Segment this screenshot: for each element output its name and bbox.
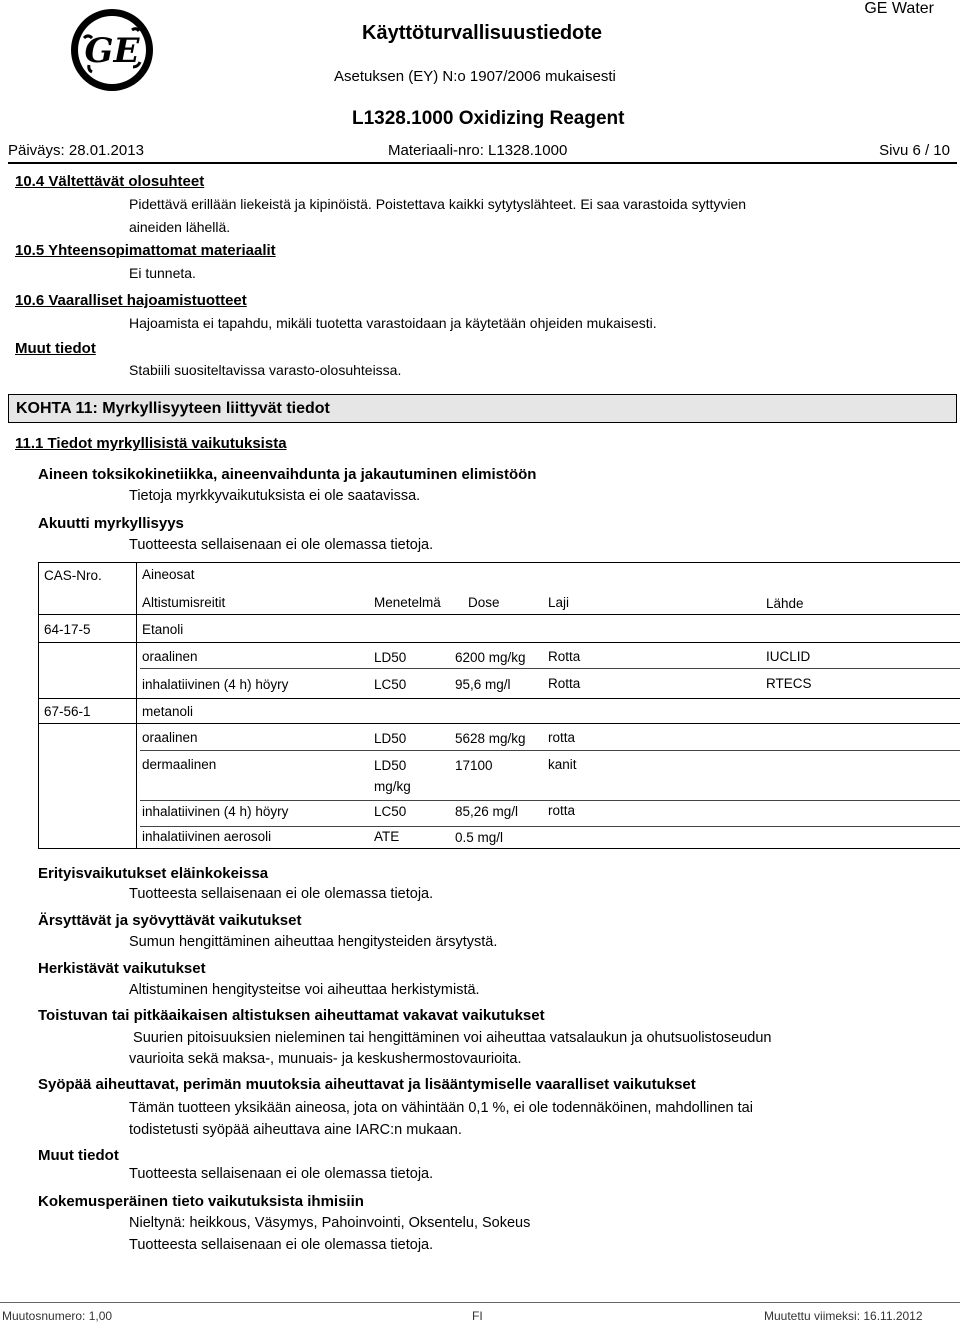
method-cell: LD50: [374, 731, 407, 746]
material-number: Materiaali-nro: L1328.1000: [388, 142, 568, 159]
substance-name: metanoli: [142, 704, 194, 719]
dose-cell: 95,6 mg/l: [455, 677, 511, 692]
text-toxicokinetics: Tietoja myrkkyvaikutuksista ei ole saatavissa.: [129, 488, 421, 504]
route-cell: inhalatiivinen (4 h) höyry: [142, 804, 289, 819]
species-cell: kanit: [548, 757, 577, 772]
dose-cell: 0.5 mg/l: [455, 830, 504, 845]
company-name: GE Water: [864, 0, 934, 17]
dose-cell: 85,26 mg/l: [455, 804, 519, 819]
ge-monogram-icon: [70, 8, 154, 92]
heading-10-5: 10.5 Yhteensopimattomat materiaalit: [15, 242, 276, 259]
ge-logo: [70, 8, 154, 92]
text-sensitisation: Altistuminen hengitysteitse voi aiheuttaa herkistymistä.: [129, 982, 480, 998]
text-other-info-11: Tuotteesta sellaisenaan ei ole olemassa tietoja.: [129, 1166, 434, 1182]
route-cell: inhalatiivinen aerosoli: [142, 829, 272, 844]
text-10-6: Hajoamista ei tapahdu, mikäli tuotetta varastoidaan ja käytetään ohjeiden mukaisesti.: [129, 315, 657, 331]
logo-letters: GE: [84, 31, 140, 71]
heading-toxicokinetics: Aineen toksikokinetiikka, aineenvaihdunta ja jakautuminen elimistöön: [38, 466, 537, 483]
footer-revision: Muutosnumero: 1,00: [2, 1309, 113, 1323]
product-name: L1328.1000 Oxidizing Reagent: [352, 108, 625, 129]
footer-rule: [0, 1302, 960, 1303]
heading-11-1: 11.1 Tiedot myrkyllisistä vaikutuksista: [15, 435, 287, 452]
substance-cas: 64-17-5: [44, 622, 91, 637]
footer-language: FI: [472, 1309, 483, 1323]
text-irritation: Sumun hengittäminen aiheuttaa hengitysteiden ärsytystä.: [129, 934, 498, 950]
heading-repeated-exposure: Toistuvan tai pitkäaikaisen altistuksen aiheuttamat vakavat vaikutukset: [38, 1007, 545, 1024]
heading-other-info-10: Muut tiedot: [15, 340, 96, 357]
col-header-cas: CAS-Nro.: [44, 568, 102, 583]
text-cmr-effects-b: todistetusti syöpää aiheuttava aine IARC:n mukaan.: [129, 1122, 462, 1138]
method-cell: LC50: [374, 677, 407, 692]
col-header-dose: Dose: [468, 595, 500, 610]
source-cell: IUCLID: [766, 649, 811, 664]
route-cell: oraalinen: [142, 649, 198, 664]
col-header-method: Menetelmä: [374, 595, 441, 610]
text-10-4-b: aineiden lähellä.: [129, 219, 231, 235]
species-cell: Rotta: [548, 676, 581, 691]
dose-cell: 5628 mg/kg: [455, 731, 526, 746]
text-acute-toxicity: Tuotteesta sellaisenaan ei ole olemassa tietoja.: [129, 537, 434, 553]
species-cell: Rotta: [548, 649, 581, 664]
col-header-species: Laji: [548, 595, 570, 610]
regulation-text: Asetuksen (EY) N:o 1907/2006 mukaisesti: [334, 68, 616, 85]
section-11-title: KOHTA 11: Myrkyllisyyteen liittyvät tiedot: [16, 400, 330, 417]
text-animal-effects: Tuotteesta sellaisenaan ei ole olemassa tietoja.: [129, 886, 434, 902]
method-cell: LC50: [374, 804, 407, 819]
species-cell: rotta: [548, 730, 576, 745]
source-cell: RTECS: [766, 676, 812, 691]
text-10-4-a: Pidettävä erillään liekeistä ja kipinöistä. Poistettava kaikki sytytyslähteet. Ei saa varastoida syttyvien: [129, 196, 747, 212]
heading-acute-toxicity: Akuutti myrkyllisyys: [38, 515, 184, 532]
heading-10-4: 10.4 Vältettävät olosuhteet: [15, 173, 205, 190]
col-header-source: Lähde: [766, 596, 804, 611]
substance-name: Etanoli: [142, 622, 184, 637]
method-cell: LD50: [374, 758, 407, 773]
footer-modified: Muutettu viimeksi: 16.11.2012: [764, 1309, 923, 1323]
dose-cell: 17100: [455, 758, 493, 773]
dose-cell: 6200 mg/kg: [455, 650, 526, 665]
heading-irritation: Ärsyttävät ja syövyttävät vaikutukset: [38, 912, 302, 929]
page-number: Sivu 6 / 10: [879, 142, 950, 159]
text-human-experience-a: Nieltynä: heikkous, Väsymys, Pahoinvointi, Oksentelu, Sokeus: [129, 1215, 531, 1231]
method-cell: LD50: [374, 650, 407, 665]
text-human-experience-b: Tuotteesta sellaisenaan ei ole olemassa tietoja.: [129, 1237, 434, 1253]
col-header-exposure: Altistumisreitit: [142, 595, 226, 610]
method-cell: ATE: [374, 829, 400, 844]
header-rule: [8, 162, 957, 164]
heading-animal-effects: Erityisvaikutukset eläinkokeissa: [38, 865, 269, 882]
route-cell: inhalatiivinen (4 h) höyry: [142, 677, 289, 692]
route-cell: dermaalinen: [142, 757, 217, 772]
text-other-info-10: Stabiili suositeltavissa varasto-olosuhteissa.: [129, 362, 402, 378]
text-10-5: Ei tunneta.: [129, 265, 196, 281]
text-repeated-exposure-a: Suurien pitoisuuksien nieleminen tai hengittäminen voi aiheuttaa vatsalaukun ja ohutsuolistoseudun: [129, 1030, 772, 1046]
route-cell: oraalinen: [142, 730, 198, 745]
heading-cmr-effects: Syöpää aiheuttavat, perimän muutoksia aiheuttavat ja lisääntymiselle vaaralliset vaikutukset: [38, 1076, 696, 1093]
text-cmr-effects-a: Tämän tuotteen yksikään aineosa, jota on vähintään 0,1 %, ei ole todennäköinen, mahdollinen tai: [129, 1100, 753, 1116]
heading-sensitisation: Herkistävät vaikutukset: [38, 960, 206, 977]
method-unit-cell: mg/kg: [374, 779, 411, 794]
heading-other-info-11: Muut tiedot: [38, 1147, 119, 1164]
issue-date: Päiväys: 28.01.2013: [8, 142, 144, 159]
heading-10-6: 10.6 Vaaralliset hajoamistuotteet: [15, 292, 247, 309]
col-header-components: Aineosat: [142, 567, 195, 582]
substance-cas: 67-56-1: [44, 704, 91, 719]
document-title: Käyttöturvallisuustiedote: [362, 22, 603, 44]
heading-human-experience: Kokemusperäinen tieto vaikutuksista ihmisiin: [38, 1193, 364, 1210]
species-cell: rotta: [548, 803, 576, 818]
text-repeated-exposure-b: vaurioita sekä maksa-, munuais- ja keskushermostovaurioita.: [129, 1051, 522, 1067]
